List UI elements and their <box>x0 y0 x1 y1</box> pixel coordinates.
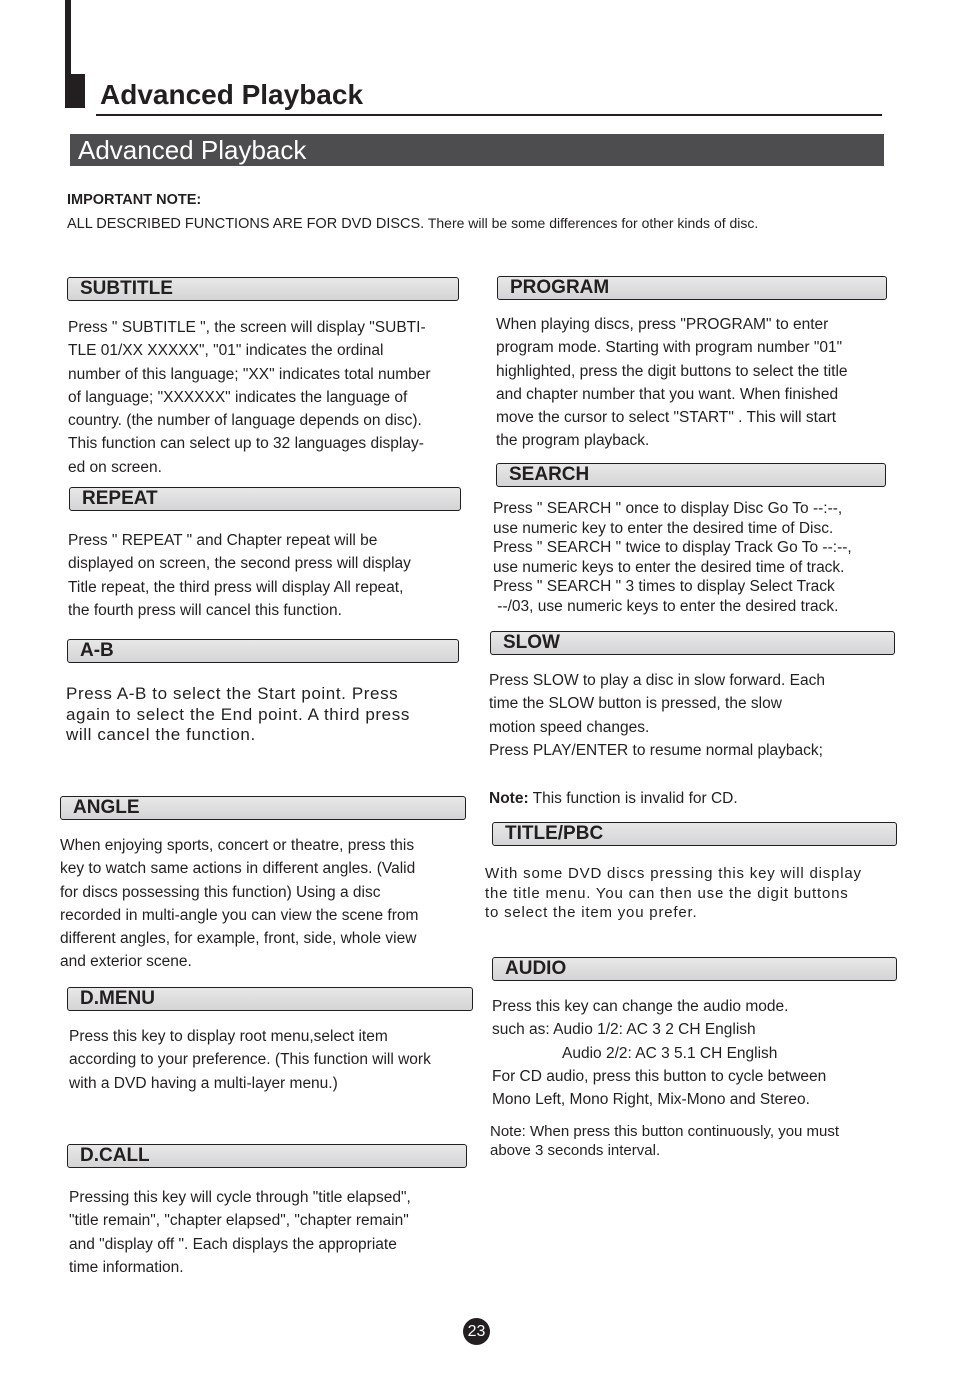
text-line: the program playback. <box>496 432 650 450</box>
text-line: use numeric keys to enter the desired time of track. <box>493 558 845 576</box>
angle-text <box>60 834 418 974</box>
text-line: Press " SUBTITLE ", the screen will display "SUBTI- <box>68 319 426 336</box>
text-line: ed on screen. <box>68 458 162 476</box>
slow-text <box>489 669 825 762</box>
audio-heading: AUDIO <box>492 957 897 981</box>
important-note-caps: ALL DESCRIBED FUNCTIONS ARE FOR DVD DISCS. <box>67 216 425 232</box>
text-line: such as: Audio 1/2: AC 3 2 CH English <box>492 1021 756 1039</box>
subtitle-text <box>68 316 431 479</box>
search-heading: SEARCH <box>496 463 886 487</box>
angle-heading: ANGLE <box>60 796 466 820</box>
text-line: Press " REPEAT " and Chapter repeat will be <box>68 532 378 549</box>
text-line: This function can select up to 32 languages display- <box>68 435 424 453</box>
text-line: Press A-B to select the Start point. Press <box>66 684 399 703</box>
text-line: with a DVD having a multi-layer menu.) <box>69 1074 338 1092</box>
text-line: the fourth press will cancel this function. <box>68 601 342 619</box>
text-line: to select the item you prefer. <box>485 904 698 921</box>
ab-heading: A-B <box>67 639 459 663</box>
text-line: of language; "XXXXXX" indicates the language of <box>68 388 408 406</box>
text-line: Press SLOW to play a disc in slow forward. Each <box>489 672 825 689</box>
important-note-heading: IMPORTANT NOTE: <box>67 192 202 208</box>
important-note-body <box>67 215 758 232</box>
page-title: Advanced Playback <box>100 79 364 110</box>
text-line: and "display off ". Each displays the appropriate <box>69 1235 397 1253</box>
text-line: again to select the End point. A third press <box>66 704 410 724</box>
text-line: time information. <box>69 1258 184 1276</box>
text-line: number of this language; "XX" indicates total number <box>68 365 431 383</box>
ab-text <box>66 684 410 746</box>
repeat-heading: REPEAT <box>69 487 461 511</box>
text-line: Note: When press this button continuously, you must <box>490 1123 840 1140</box>
audio-text <box>492 995 826 1111</box>
text-line: different angles, for example, front, side, whole view <box>60 930 417 948</box>
text-line: Press this key to display root menu,select item <box>69 1028 388 1045</box>
dcall-text <box>69 1186 411 1279</box>
text-line: Press " SEARCH " 3 times to display Select Track <box>493 578 835 595</box>
text-line: for discs possessing this function) Using a disc <box>60 883 381 901</box>
slow-note <box>489 787 738 810</box>
text-line: TLE 01/XX XXXXX", "01" indicates the ordinal <box>68 342 384 360</box>
dmenu-text <box>69 1025 431 1095</box>
text-line: motion speed changes. <box>489 718 650 736</box>
text-line: Mono Left, Mono Right, Mix-Mono and Stereo. <box>492 1091 810 1109</box>
text-line: With some DVD discs pressing this key will display <box>485 865 862 882</box>
slow-heading: SLOW <box>490 631 895 655</box>
page-number: 23 <box>463 1318 490 1345</box>
text-line: Press " SEARCH " once to display Disc Go To --:--, <box>493 500 843 517</box>
text-line: according to your preference. (This function will work <box>69 1051 431 1069</box>
text-line: and exterior scene. <box>60 953 192 971</box>
program-text <box>496 313 848 453</box>
audio-note <box>490 1122 839 1160</box>
text-line: time the SLOW button is pressed, the slow <box>489 695 782 713</box>
important-note-rest: There will be some differences for other kinds of disc. <box>424 215 759 231</box>
text-line: country. (the number of language depends on disc). <box>68 412 422 430</box>
text-line: key to watch same actions in different angles. (Valid <box>60 860 416 878</box>
text-line: Press this key can change the audio mode. <box>492 998 789 1015</box>
text-line: Press PLAY/ENTER to resume normal playback; <box>489 741 823 759</box>
text-line: highlighted, press the digit buttons to select the title <box>496 362 848 380</box>
text-line: recorded in multi-angle you can view the scene from <box>60 906 419 924</box>
text-line: displayed on screen, the second press will display <box>68 555 411 573</box>
text-line: move the cursor to select "START" . This will start <box>496 409 837 427</box>
section-title: Advanced Playback <box>70 134 884 166</box>
text-line: Title repeat, the third press will display All repeat, <box>68 578 404 596</box>
titlepbc-heading: TITLE/PBC <box>492 822 897 846</box>
text-line: --/03, use numeric keys to enter the desired track. <box>493 597 839 615</box>
text-line: the title menu. You can then use the digit buttons <box>485 884 849 902</box>
dmenu-heading: D.MENU <box>67 987 473 1011</box>
header-rule <box>96 114 882 116</box>
text-line: For CD audio, press this button to cycle between <box>492 1067 827 1085</box>
text-line: Press " SEARCH " twice to display Track Go To --:--, <box>493 539 852 556</box>
slow-note-label: Note: <box>489 790 529 807</box>
text-line: and chapter number that you want. When finished <box>496 385 839 403</box>
program-heading: PROGRAM <box>497 276 887 300</box>
dcall-heading: D.CALL <box>67 1144 467 1168</box>
subtitle-heading: SUBTITLE <box>67 277 459 301</box>
text-line: "title remain", "chapter elapsed", "chapter remain" <box>69 1212 409 1230</box>
text-line: When enjoying sports, concert or theatre, press this <box>60 837 415 854</box>
slow-note-text: This function is invalid for CD. <box>528 790 738 807</box>
text-line: will cancel the function. <box>66 725 256 744</box>
text-line: Pressing this key will cycle through "title elapsed", <box>69 1189 411 1206</box>
header-tab-block <box>65 74 85 108</box>
search-text <box>493 499 852 616</box>
text-line: use numeric key to enter the desired time of Disc. <box>493 519 834 537</box>
text-line: When playing discs, press "PROGRAM" to enter <box>496 316 829 333</box>
text-line: program mode. Starting with program number "01" <box>496 339 843 357</box>
text-line: Audio 2/2: AC 3 5.1 CH English <box>562 1044 778 1062</box>
repeat-text <box>68 529 411 622</box>
text-line: above 3 seconds interval. <box>490 1142 661 1159</box>
titlepbc-text <box>485 864 862 923</box>
